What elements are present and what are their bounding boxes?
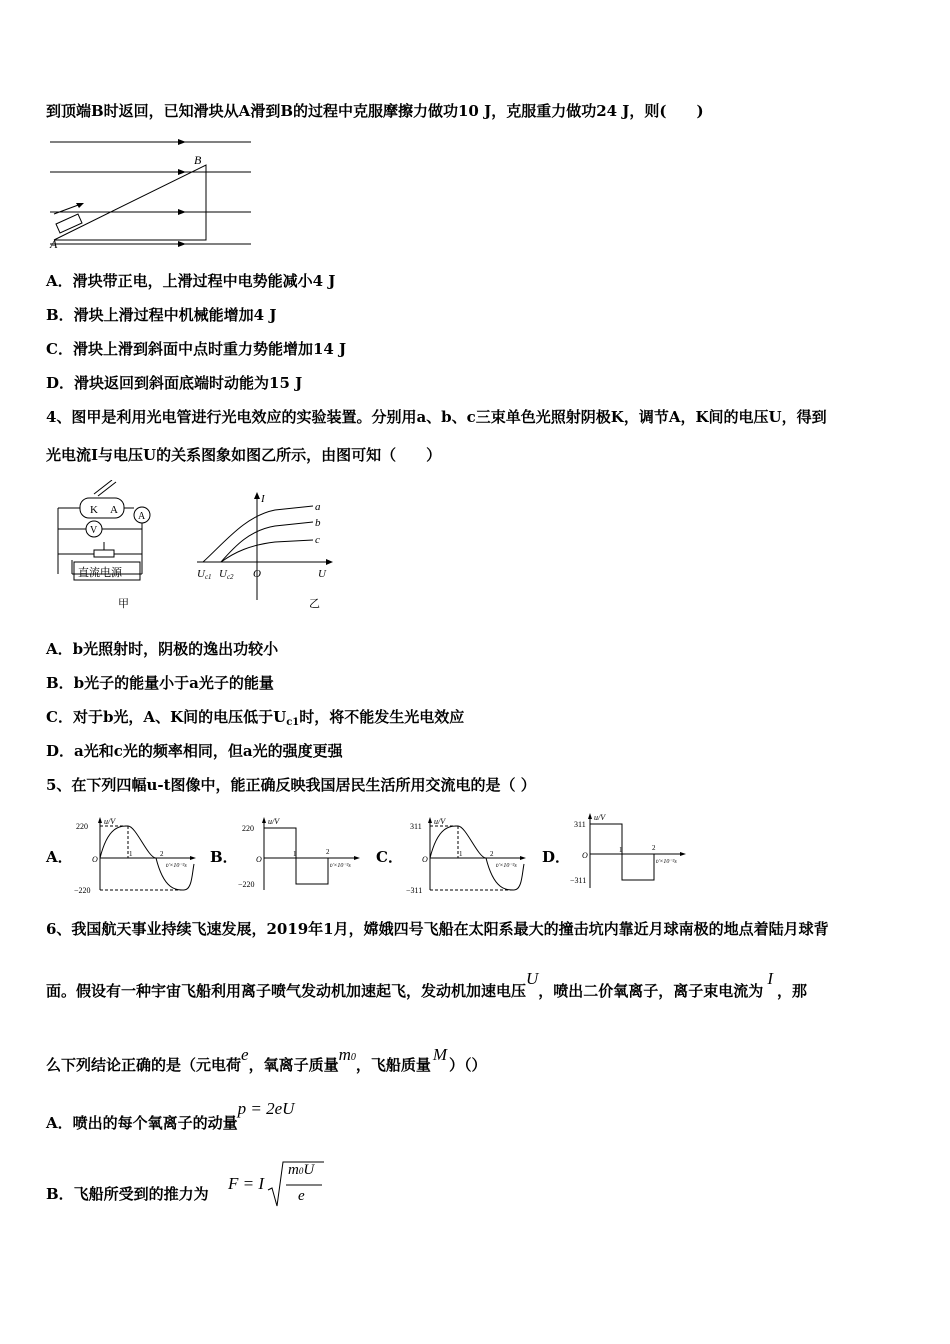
label-a: A — [50, 237, 58, 250]
svg-text:−220: −220 — [238, 880, 255, 889]
svg-text:220: 220 — [242, 824, 254, 833]
q4-option-d: D．a光和c光的频率相同，但a光的强度更强 — [46, 742, 343, 760]
q4-circuit-figure — [50, 480, 160, 615]
q6-option-a: A．喷出的每个氧离子的动量p = 2eU — [46, 1099, 295, 1132]
q4-option-a: A．b光照射时，阴极的逸出功较小 — [46, 640, 279, 658]
incline — [54, 165, 206, 240]
q4-stem-line1: 4、图甲是利用光电管进行光电效应的实验装置。分别用a、b、c三束单色光照射阴极K，调节A，K间的电压U，得到 — [46, 408, 827, 426]
q3-stem: 到顶端B时返回，已知滑块从A滑到B的过程中克服摩擦力做功10 J，克服重力做功24 J，则( ) — [46, 102, 704, 120]
caption-yi: 乙 — [309, 598, 320, 610]
svg-text:2: 2 — [652, 844, 656, 852]
svg-text:311: 311 — [410, 822, 422, 831]
svg-text:−311: −311 — [570, 876, 587, 885]
i-axis-label: I — [261, 493, 265, 505]
q5-graph-c — [404, 814, 534, 894]
q5-graph-b — [238, 814, 368, 894]
svg-text:−311: −311 — [406, 886, 423, 894]
q4-option-c: C．对于b光，A、K间的电压低于$U_{c1}$时，将不能发生光电效应 — [46, 708, 465, 728]
q5-stem: 5、在下列四幅u-t图像中，能正确反映我国居民生活所用交流电的是（ ） — [46, 776, 536, 794]
curve-b — [221, 522, 313, 562]
voltmeter-label: V — [90, 525, 98, 536]
svg-text:t/×10⁻²s: t/×10⁻²s — [496, 863, 517, 869]
q6-line1: 6、我国航天事业持续飞速发展，2019年1月，嫦娥四号飞船在太阳系最大的撞击坑内靠近月球南极的地点着陆月球背 — [46, 920, 829, 938]
q3-option-c: C．滑块上滑到斜面中点时重力势能增加14 J — [46, 340, 347, 358]
label-b: B — [194, 153, 202, 167]
curve-a — [203, 506, 313, 562]
svg-text:1: 1 — [459, 850, 463, 858]
svg-text:2: 2 — [160, 850, 164, 858]
q5-option-c-label: C． — [376, 848, 403, 866]
svg-text:220: 220 — [76, 822, 88, 831]
q4-stem-line2: 光电流I与电压U的关系图象如图乙所示，由图可知（ ） — [46, 446, 442, 464]
svg-text:O: O — [582, 851, 588, 860]
svg-text:t/×10⁻²s: t/×10⁻²s — [656, 859, 677, 865]
ammeter-label: A — [138, 511, 146, 522]
q5-option-a-label: A． — [46, 848, 73, 866]
svg-text:O: O — [256, 855, 262, 864]
q5-option-b-label: B． — [210, 848, 238, 866]
svg-text:t/×10⁻²s: t/×10⁻²s — [166, 863, 187, 869]
q6-option-a-formula: p = 2eU — [237, 1099, 295, 1118]
svg-text:u/V: u/V — [434, 817, 446, 826]
svg-text:O: O — [422, 855, 428, 864]
svg-text:1: 1 — [293, 850, 297, 858]
caption-jia: 甲 — [118, 598, 129, 610]
svg-text:2: 2 — [326, 848, 330, 856]
q4-iu-graph — [195, 490, 335, 615]
q6-option-b: B．飞船所受到的推力为 — [46, 1185, 209, 1203]
phototube-a: A — [110, 504, 118, 516]
q4-option-b: B．b光子的能量小于a光子的能量 — [46, 674, 274, 692]
svg-text:311: 311 — [574, 820, 586, 829]
u-axis-label: U — [318, 568, 326, 580]
q3-option-d: D．滑块返回到斜面底端时动能为15 J — [46, 374, 303, 392]
q3-option-b: B．滑块上滑过程中机械能增加4 J — [46, 306, 277, 324]
dc-source-label: 直流电源 — [78, 567, 122, 579]
rheostat — [94, 550, 114, 557]
curve-a-label: a — [315, 501, 321, 513]
q6-line2: 面。假设有一种宇宙飞船利用离子喷气发动机加速起飞，发动机加速电压U，喷出二价氧离子，离子束电流为I，那 — [46, 969, 807, 1000]
q3-option-a: A．滑块带正电，上滑过程中电势能减小4 J — [46, 272, 336, 290]
svg-text:u/V: u/V — [268, 817, 280, 826]
q5-option-d-label: D． — [542, 848, 571, 866]
uc1-label: Uc1 — [197, 568, 212, 581]
svg-text:−220: −220 — [74, 886, 91, 894]
phototube-k: K — [90, 504, 98, 516]
curve-c — [221, 540, 313, 562]
svg-text:u/V: u/V — [104, 817, 116, 826]
origin-label: O — [253, 568, 261, 580]
svg-text:2: 2 — [490, 850, 494, 858]
svg-text:u/V: u/V — [594, 813, 606, 822]
svg-text:t/×10⁻²s: t/×10⁻²s — [330, 863, 351, 869]
svg-text:O: O — [92, 855, 98, 864]
q6-option-b-formula: F = I m0U e — [228, 1160, 328, 1210]
q5-graph-d — [566, 812, 696, 892]
q3-incline-figure — [46, 132, 261, 250]
uc2-label: Uc2 — [219, 568, 234, 581]
curve-c-label: c — [315, 534, 320, 546]
curve-b-label: b — [315, 517, 321, 529]
q5-graph-a — [74, 814, 204, 894]
q6-line3: 么下列结论正确的是（元电荷e，氧离子质量m0，飞船质量M）（） — [46, 1045, 487, 1074]
svg-text:1: 1 — [619, 846, 623, 854]
svg-text:1: 1 — [129, 850, 133, 858]
slider-block — [56, 214, 82, 233]
